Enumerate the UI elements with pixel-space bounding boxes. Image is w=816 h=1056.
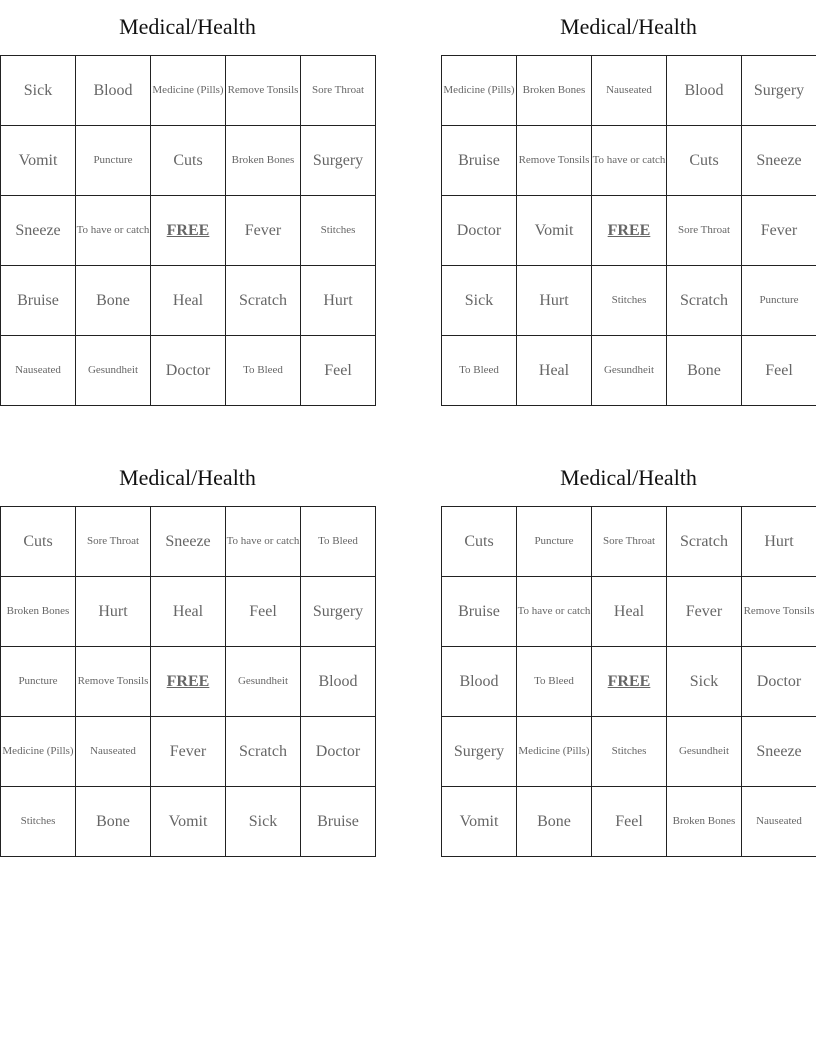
grid-cell: Bruise [301, 787, 376, 857]
grid-cell: Sore Throat [301, 56, 376, 126]
grid-cell: To have or catch [76, 196, 151, 266]
grid-cell: Feel [592, 787, 667, 857]
grid-row [442, 507, 816, 577]
grid-cell: Bone [517, 787, 592, 857]
grid-cell: Scratch [226, 266, 301, 336]
grid-row [1, 787, 376, 857]
grid-cell: Vomit [1, 126, 76, 196]
grid-row [1, 126, 376, 196]
grid-cell: Fever [742, 196, 816, 266]
free-space: FREE [151, 196, 226, 266]
grid-cell: Sore Throat [667, 196, 742, 266]
card-title: Medical/Health [560, 14, 697, 39]
grid-cell: Fever [151, 717, 226, 787]
grid-cell: Blood [76, 56, 151, 126]
grid-cell: Vomit [517, 196, 592, 266]
grid-cell: Puncture [742, 266, 816, 336]
grid-row [1, 507, 376, 577]
grid-cell: Doctor [442, 196, 517, 266]
grid-cell: Heal [151, 266, 226, 336]
bingo-grid [441, 55, 816, 406]
grid-cell: Bone [76, 266, 151, 336]
grid-cell: Doctor [151, 336, 226, 406]
grid-cell: Bone [76, 787, 151, 857]
grid-cell: Heal [592, 577, 667, 647]
grid-cell: Surgery [301, 577, 376, 647]
grid-cell: Nauseated [742, 787, 816, 857]
bingo-grid [0, 55, 376, 406]
grid-row [442, 266, 816, 336]
grid-cell: Broken Bones [1, 577, 76, 647]
grid-cell: Sick [442, 266, 517, 336]
grid-cell: To Bleed [301, 507, 376, 577]
grid-cell: Bruise [1, 266, 76, 336]
grid-cell: To have or catch [517, 577, 592, 647]
grid-cell: To Bleed [517, 647, 592, 717]
grid-row [442, 787, 816, 857]
grid-cell: Nauseated [76, 717, 151, 787]
grid-cell: Surgery [742, 56, 816, 126]
grid-cell: Scratch [667, 266, 742, 336]
grid-cell: Remove Tonsils [226, 56, 301, 126]
grid-cell: Sneeze [151, 507, 226, 577]
grid-cell: Doctor [742, 647, 816, 717]
grid-row [1, 717, 376, 787]
bingo-grid [441, 506, 816, 857]
grid-cell: To have or catch [592, 126, 667, 196]
grid-row [442, 717, 816, 787]
grid-row [442, 196, 816, 266]
free-space: FREE [592, 647, 667, 717]
grid-cell: Nauseated [592, 56, 667, 126]
grid-cell: Sick [1, 56, 76, 126]
grid-cell: Broken Bones [667, 787, 742, 857]
grid-cell: Bruise [442, 577, 517, 647]
grid-cell: Bone [667, 336, 742, 406]
grid-cell: Feel [742, 336, 816, 406]
grid-row [442, 336, 816, 406]
grid-cell: Gesundheit [226, 647, 301, 717]
grid-cell: Surgery [442, 717, 517, 787]
grid-cell: Sick [226, 787, 301, 857]
grid-cell: Sore Throat [76, 507, 151, 577]
grid-cell: Puncture [517, 507, 592, 577]
grid-cell: Cuts [1, 507, 76, 577]
grid-cell: Hurt [742, 507, 816, 577]
grid-cell: Gesundheit [592, 336, 667, 406]
grid-cell: Nauseated [1, 336, 76, 406]
grid-row [442, 647, 816, 717]
free-space: FREE [151, 647, 226, 717]
grid-cell: Puncture [1, 647, 76, 717]
grid-cell: Vomit [442, 787, 517, 857]
grid-cell: Medicine (Pills) [1, 717, 76, 787]
grid-cell: Doctor [301, 717, 376, 787]
grid-cell: Medicine (Pills) [442, 56, 517, 126]
grid-row [1, 196, 376, 266]
grid-cell: Sneeze [742, 717, 816, 787]
grid-cell: Stitches [592, 717, 667, 787]
grid-cell: Stitches [301, 196, 376, 266]
grid-cell: Blood [442, 647, 517, 717]
grid-cell: Broken Bones [226, 126, 301, 196]
grid-cell: Vomit [151, 787, 226, 857]
grid-cell: Surgery [301, 126, 376, 196]
grid-cell: Fever [667, 577, 742, 647]
grid-cell: Scratch [667, 507, 742, 577]
grid-row [1, 56, 376, 126]
grid-row [1, 577, 376, 647]
grid-cell: Cuts [667, 126, 742, 196]
card-title: Medical/Health [119, 465, 256, 490]
grid-cell: To Bleed [442, 336, 517, 406]
grid-cell: Gesundheit [667, 717, 742, 787]
grid-cell: Cuts [151, 126, 226, 196]
grid-cell: Sneeze [742, 126, 816, 196]
grid-cell: Remove Tonsils [517, 126, 592, 196]
free-space: FREE [592, 196, 667, 266]
grid-cell: Puncture [76, 126, 151, 196]
grid-cell: Heal [151, 577, 226, 647]
card-title: Medical/Health [560, 465, 697, 490]
grid-row [1, 647, 376, 717]
grid-cell: Sick [667, 647, 742, 717]
bingo-grid [0, 506, 376, 857]
grid-cell: Scratch [226, 717, 301, 787]
grid-cell: Gesundheit [76, 336, 151, 406]
grid-cell: Hurt [517, 266, 592, 336]
grid-cell: Cuts [442, 507, 517, 577]
grid-cell: Stitches [592, 266, 667, 336]
grid-cell: Sore Throat [592, 507, 667, 577]
card-title: Medical/Health [119, 14, 256, 39]
grid-cell: Sneeze [1, 196, 76, 266]
grid-row [442, 577, 816, 647]
grid-cell: Medicine (Pills) [517, 717, 592, 787]
grid-row [442, 56, 816, 126]
grid-cell: Heal [517, 336, 592, 406]
grid-cell: Remove Tonsils [76, 647, 151, 717]
grid-cell: Broken Bones [517, 56, 592, 126]
grid-cell: To have or catch [226, 507, 301, 577]
grid-cell: Hurt [76, 577, 151, 647]
grid-row [1, 336, 376, 406]
grid-cell: Blood [301, 647, 376, 717]
grid-cell: Hurt [301, 266, 376, 336]
grid-cell: Fever [226, 196, 301, 266]
grid-cell: Feel [226, 577, 301, 647]
grid-cell: Bruise [442, 126, 517, 196]
grid-cell: Blood [667, 56, 742, 126]
grid-cell: Remove Tonsils [742, 577, 816, 647]
grid-row [1, 266, 376, 336]
grid-cell: Medicine (Pills) [151, 56, 226, 126]
grid-row [442, 126, 816, 196]
grid-cell: Feel [301, 336, 376, 406]
grid-cell: Stitches [1, 787, 76, 857]
grid-cell: To Bleed [226, 336, 301, 406]
